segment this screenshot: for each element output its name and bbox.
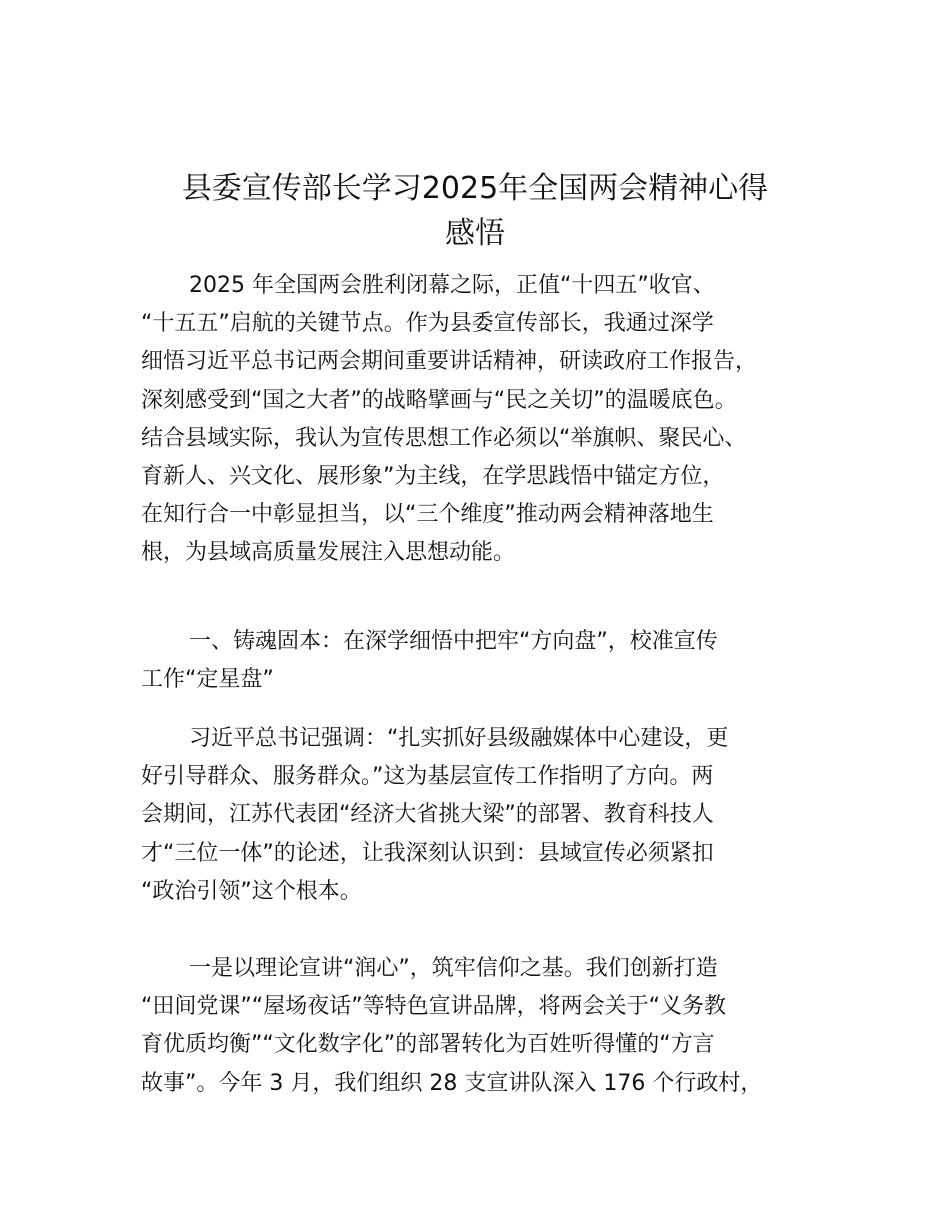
text-line: 故事”。今年 3 月，我们组织 28 支宣讲队深入 176 个行政村， — [141, 1070, 763, 1096]
document-title — [120, 166, 830, 256]
text-line: 2025 年全国两会胜利闭幕之际，正值“十四五”收官、 — [189, 273, 715, 298]
text-line: 一、铸魂固本：在深学细悟中把牢“方向盘”，校准宣传 — [189, 629, 718, 654]
text-line: 一是以理论宣讲“润心”，筑牢信仰之基。我们创新打造 — [189, 956, 718, 981]
title-line: 县委宣传部长学习2025年全国两会精神心得 — [181, 171, 769, 206]
text-line: 工作“定星盘” — [141, 667, 274, 693]
text-line: 深刻感受到“国之大者”的战略擘画与“民之关切”的温暖底色。 — [141, 387, 737, 413]
text-line: “田间党课”“屋场夜话”等特色宣讲品牌，将两会关于“义务教 — [141, 994, 726, 1020]
paragraph-intro — [141, 267, 841, 573]
text-line: 在知行合一中彰显担当，以“三个维度”推动两会精神落地生 — [141, 502, 714, 528]
text-line: 好引导群众、服务群众。”这为基层宣传工作指明了方向。两 — [141, 764, 714, 790]
text-line: 育新人、兴文化、展形象”为主线，在学思践悟中锚定方位， — [141, 464, 725, 490]
text-line: 才“三位一体”的论述，让我深刻认识到：县域宣传必须紧扣 — [141, 840, 714, 866]
text-line: 会期间，江苏代表团“经济大省挑大梁”的部署、教育科技人 — [141, 802, 714, 828]
text-line: “十五五”启航的关键节点。作为县委宣传部长，我通过深学 — [141, 311, 714, 337]
text-line: 根，为县域高质量发展注入思想动能。 — [141, 540, 516, 566]
section-heading-one — [141, 623, 841, 699]
paragraph-point-one — [141, 950, 841, 1103]
paragraph-quote — [141, 720, 841, 911]
text-line: 习近平总书记强调：“扎实抓好县级融媒体中心建设，更 — [189, 726, 729, 751]
text-line: “政治引领”这个根本。 — [141, 878, 362, 904]
text-line: 育优质均衡”“文化数字化”的部署转化为百姓听得懂的“方言 — [141, 1032, 715, 1058]
text-line: 结合县域实际，我认为宣传思想工作必须以“举旗帜、聚民心、 — [141, 425, 747, 451]
title-line: 感悟 — [445, 216, 505, 251]
text-line: 细悟习近平总书记两会期间重要讲话精神，研读政府工作报告， — [141, 349, 758, 375]
